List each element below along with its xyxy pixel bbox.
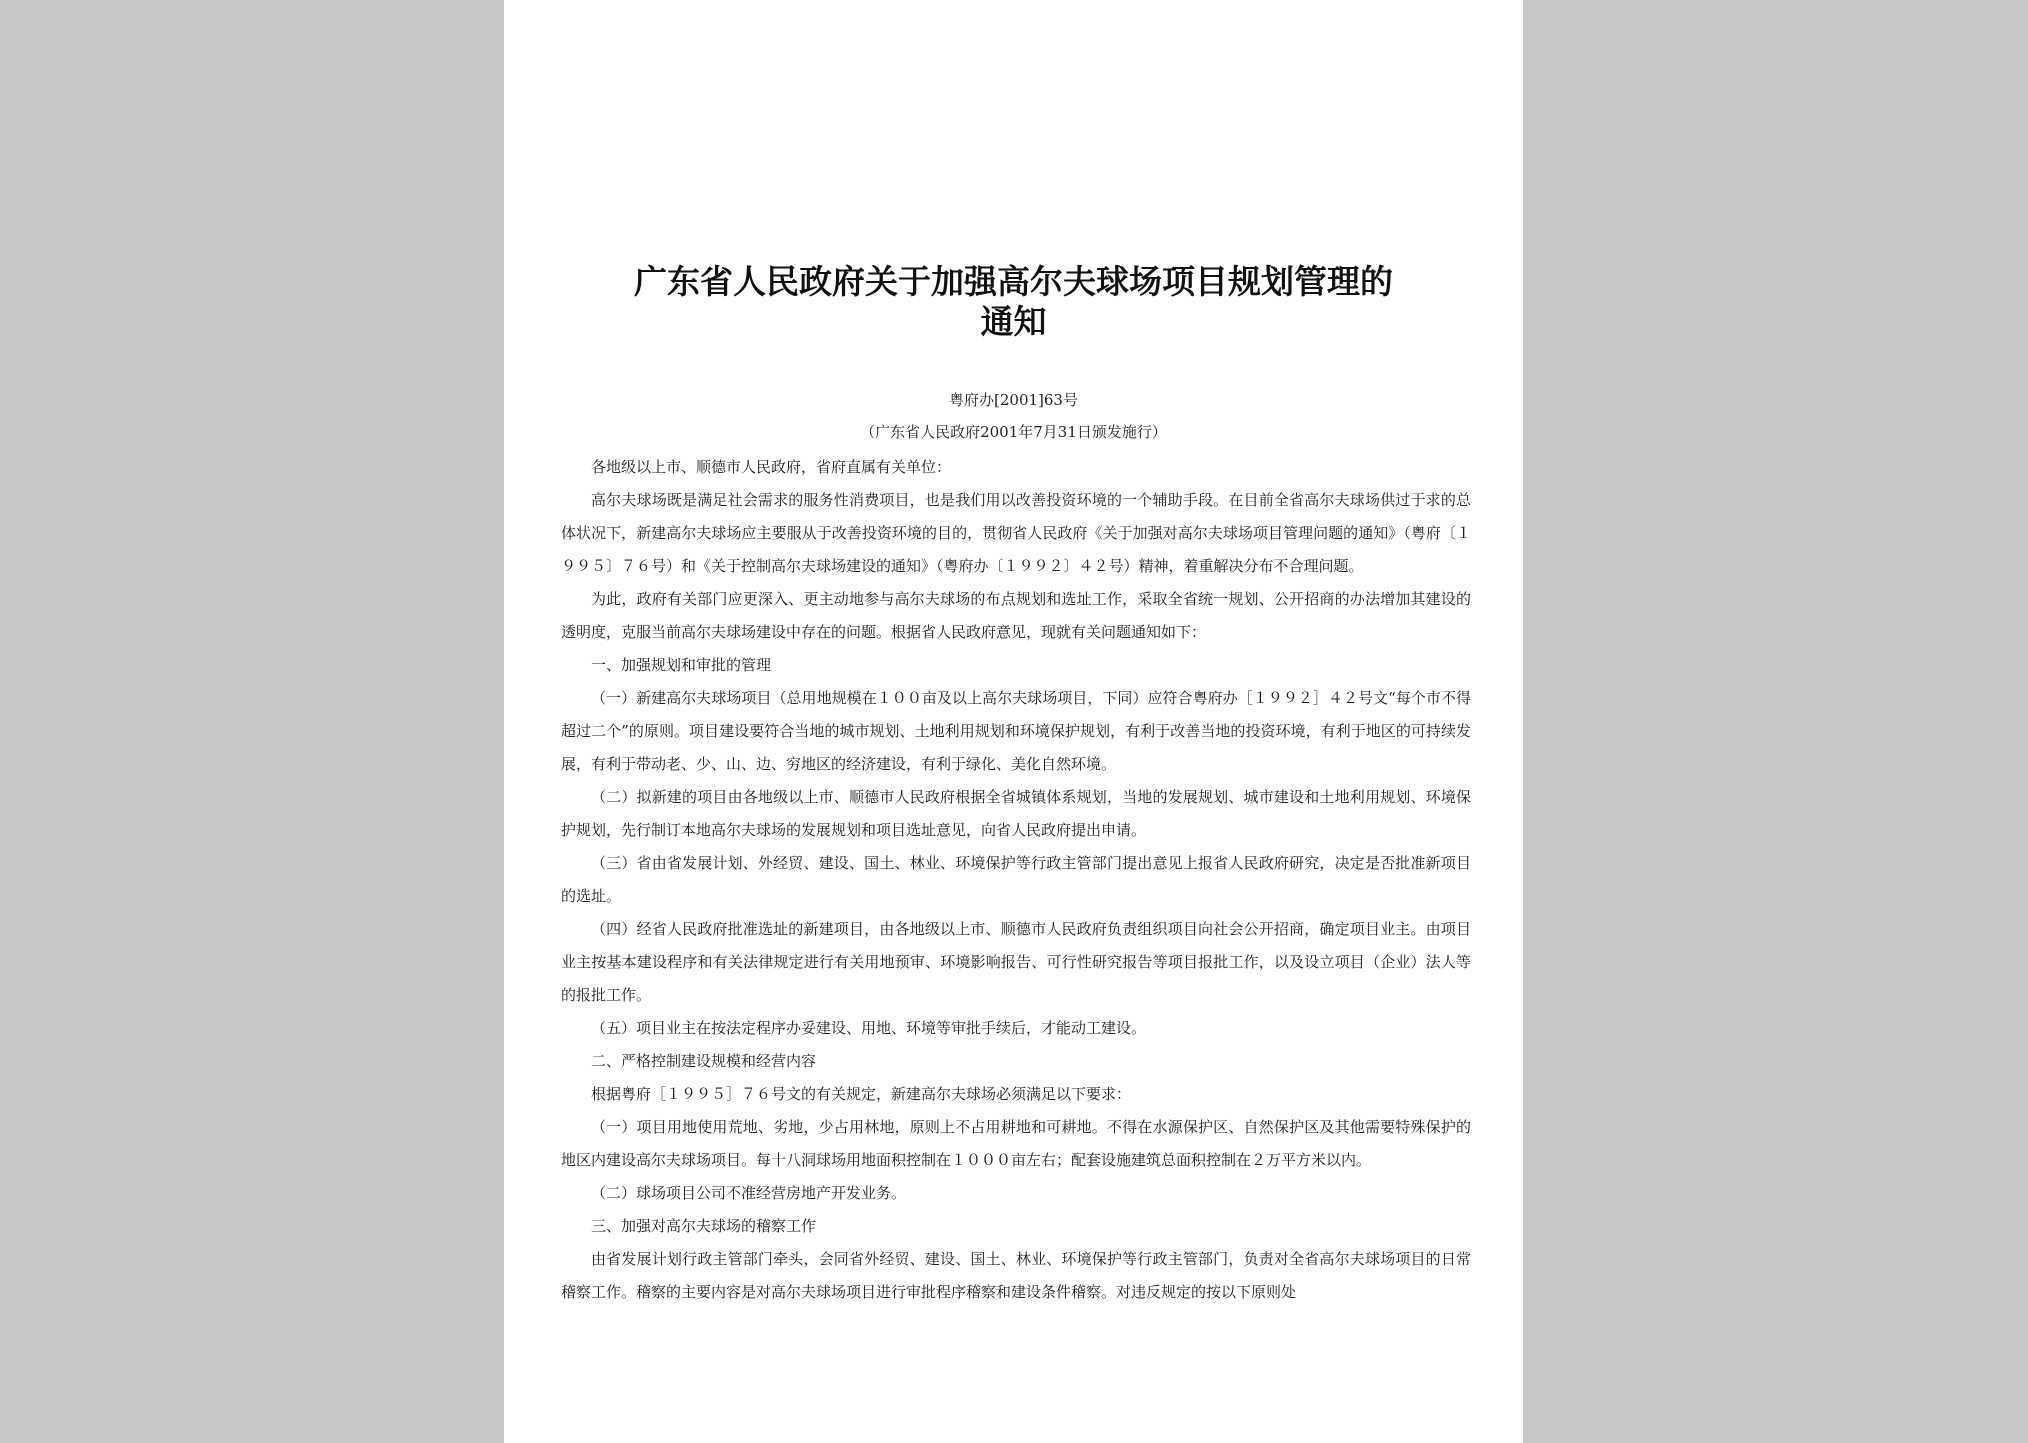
issue-note: （广东省人民政府2001年7月31日颁发施行） <box>860 423 1167 441</box>
paragraph: （一）项目用地使用荒地、劣地，少占用林地，原则上不占用耕地和可耕地。不得在水源保护区、自然保护区及其他需要特殊保护的地区内建设高尔夫球场项目。每十八洞球场用地面积控制在１０００亩左右；配套设施建筑总面积控制在２万平方米以内。 <box>561 1118 1471 1169</box>
document-page <box>504 0 1523 1443</box>
paragraph: （五）项目业主在按法定程序办妥建设、用地、环境等审批手续后，才能动工建设。 <box>591 1019 1147 1037</box>
paragraph: （一）新建高尔夫球场项目（总用地规模在１００亩及以上高尔夫球场项目，下同）应符合粤府办［１９９２］４２号文“每个市不得超过二个”的原则。项目建设要符合当地的城市规划、土地利用规划和环境保护规划，有利于改善当地的投资环境，有利于地区的可持续发展，有利于带动老、少、山、边、穷地区的经济建设，有利于绿化、美化自然环境。 <box>561 689 1471 773</box>
document-number: 粤府办[2001]63号 <box>949 391 1078 409</box>
section-heading: 二、严格控制建设规模和经营内容 <box>591 1052 817 1070</box>
section-heading: 一、加强规划和审批的管理 <box>591 656 772 674</box>
document-body <box>561 451 1471 1309</box>
paragraph: （二）拟新建的项目由各地级以上市、顺德市人民政府根据全省城镇体系规划，当地的发展规划、城市建设和土地利用规划、环境保护规划，先行制订本地高尔夫球场的发展规划和项目选址意见，向省人民政府提出申请。 <box>561 788 1471 839</box>
title-line-2: 通知 <box>980 302 1047 341</box>
paragraph: （四）经省人民政府批准选址的新建项目，由各地级以上市、顺德市人民政府负责组织项目向社会公开招商，确定项目业主。由项目业主按基本建设程序和有关法律规定进行有关用地预审、环境影响报告、可行性研究报告等项目报批工作，以及设立项目（企业）法人等的报批工作。 <box>561 920 1471 1004</box>
paragraph: （二）球场项目公司不准经营房地产开发业务。 <box>591 1184 907 1202</box>
paragraph: 根据粤府［１９９５］７６号文的有关规定，新建高尔夫球场必须满足以下要求： <box>591 1085 1132 1103</box>
paragraph: （三）省由省发展计划、外经贸、建设、国土、林业、环境保护等行政主管部门提出意见上报省人民政府研究，决定是否批准新项目的选址。 <box>561 854 1471 905</box>
paragraph: 由省发展计划行政主管部门牵头，会同省外经贸、建设、国土、林业、环境保护等行政主管部门，负责对全省高尔夫球场项目的日常稽察工作。稽察的主要内容是对高尔夫球场项目进行审批程序稽察和建设条件稽察。对违反规定的按以下原则处 <box>561 1250 1471 1301</box>
section-heading: 三、加强对高尔夫球场的稽察工作 <box>591 1217 817 1235</box>
title-line-1: 广东省人民政府关于加强高尔夫球场项目规划管理的 <box>634 262 1393 301</box>
document-title <box>504 262 1523 342</box>
paragraph: 高尔夫球场既是满足社会需求的服务性消费项目，也是我们用以改善投资环境的一个辅助手段。在目前全省高尔夫球场供过于求的总体状况下，新建高尔夫球场应主要服从于改善投资环境的目的，贯彻省人民政府《关于加强对高尔夫球场项目管理问题的通知》（粤府〔１９９５〕７６号）和《关于控制高尔夫球场建设的通知》（粤府办〔１９９２〕４２号）精神，着重解决分布不合理问题。 <box>561 491 1471 575</box>
paragraph-salutation: 各地级以上市、顺德市人民政府，省府直属有关单位： <box>591 458 952 476</box>
paragraph: 为此，政府有关部门应更深入、更主动地参与高尔夫球场的布点规划和选址工作，采取全省统一规划、公开招商的办法增加其建设的透明度，克服当前高尔夫球场建设中存在的问题。根据省人民政府意见，现就有关问题通知如下： <box>561 590 1471 641</box>
